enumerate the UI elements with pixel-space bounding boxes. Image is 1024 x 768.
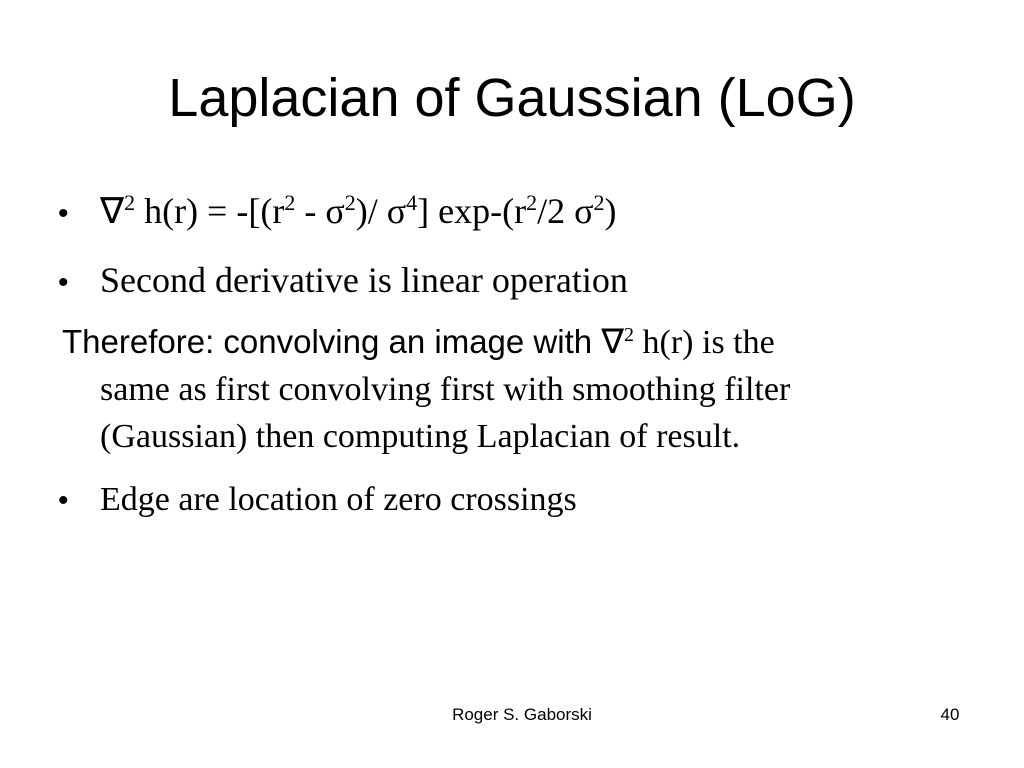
formula-text	[100, 191, 617, 231]
slide-number: 40	[940, 705, 960, 724]
exponent: 2	[624, 324, 635, 346]
exponent: 4	[406, 190, 418, 215]
paragraph-line-1	[62, 318, 962, 366]
paragraph-line-3: (Gaussian) then computing Laplacian of result.	[100, 418, 741, 455]
paragraph-serif-text: h(r) is the	[634, 324, 775, 361]
bullet-marker: •	[58, 197, 69, 230]
exponent: 2	[284, 190, 296, 215]
formula-part: )/ σ	[355, 191, 407, 231]
exponent: 2	[593, 190, 605, 215]
bullet-text: Edge are location of zero crossings	[100, 481, 577, 518]
slide-title: Laplacian of Gaussian (LoG)	[168, 68, 856, 128]
formula-part: ] exp-(r	[417, 191, 527, 231]
therefore-paragraph	[62, 318, 962, 460]
formula-part: )	[604, 191, 617, 231]
nabla-symbol: ∇	[601, 324, 625, 361]
bullet-text: Second derivative is linear operation	[100, 260, 628, 300]
formula-part: h(r) = -[(r	[135, 191, 285, 231]
footer-author: Roger S. Gaborski	[452, 705, 592, 724]
bullet-zero-crossings	[58, 478, 577, 523]
bullet-formula	[58, 189, 617, 236]
formula-part: - σ	[295, 191, 345, 231]
paragraph-sans-text: Therefore: convolving an image with	[62, 323, 602, 360]
exponent: 2	[344, 190, 356, 215]
paragraph-line-2: same as first convolving first with smoothing filter	[100, 371, 791, 408]
bullet-marker: •	[58, 484, 69, 517]
exponent: 2	[124, 190, 136, 215]
bullet-linear	[58, 258, 628, 305]
formula-part: /2 σ	[537, 191, 594, 231]
bullet-marker: •	[58, 266, 69, 299]
nabla-symbol: ∇	[100, 191, 125, 231]
exponent: 2	[526, 190, 538, 215]
